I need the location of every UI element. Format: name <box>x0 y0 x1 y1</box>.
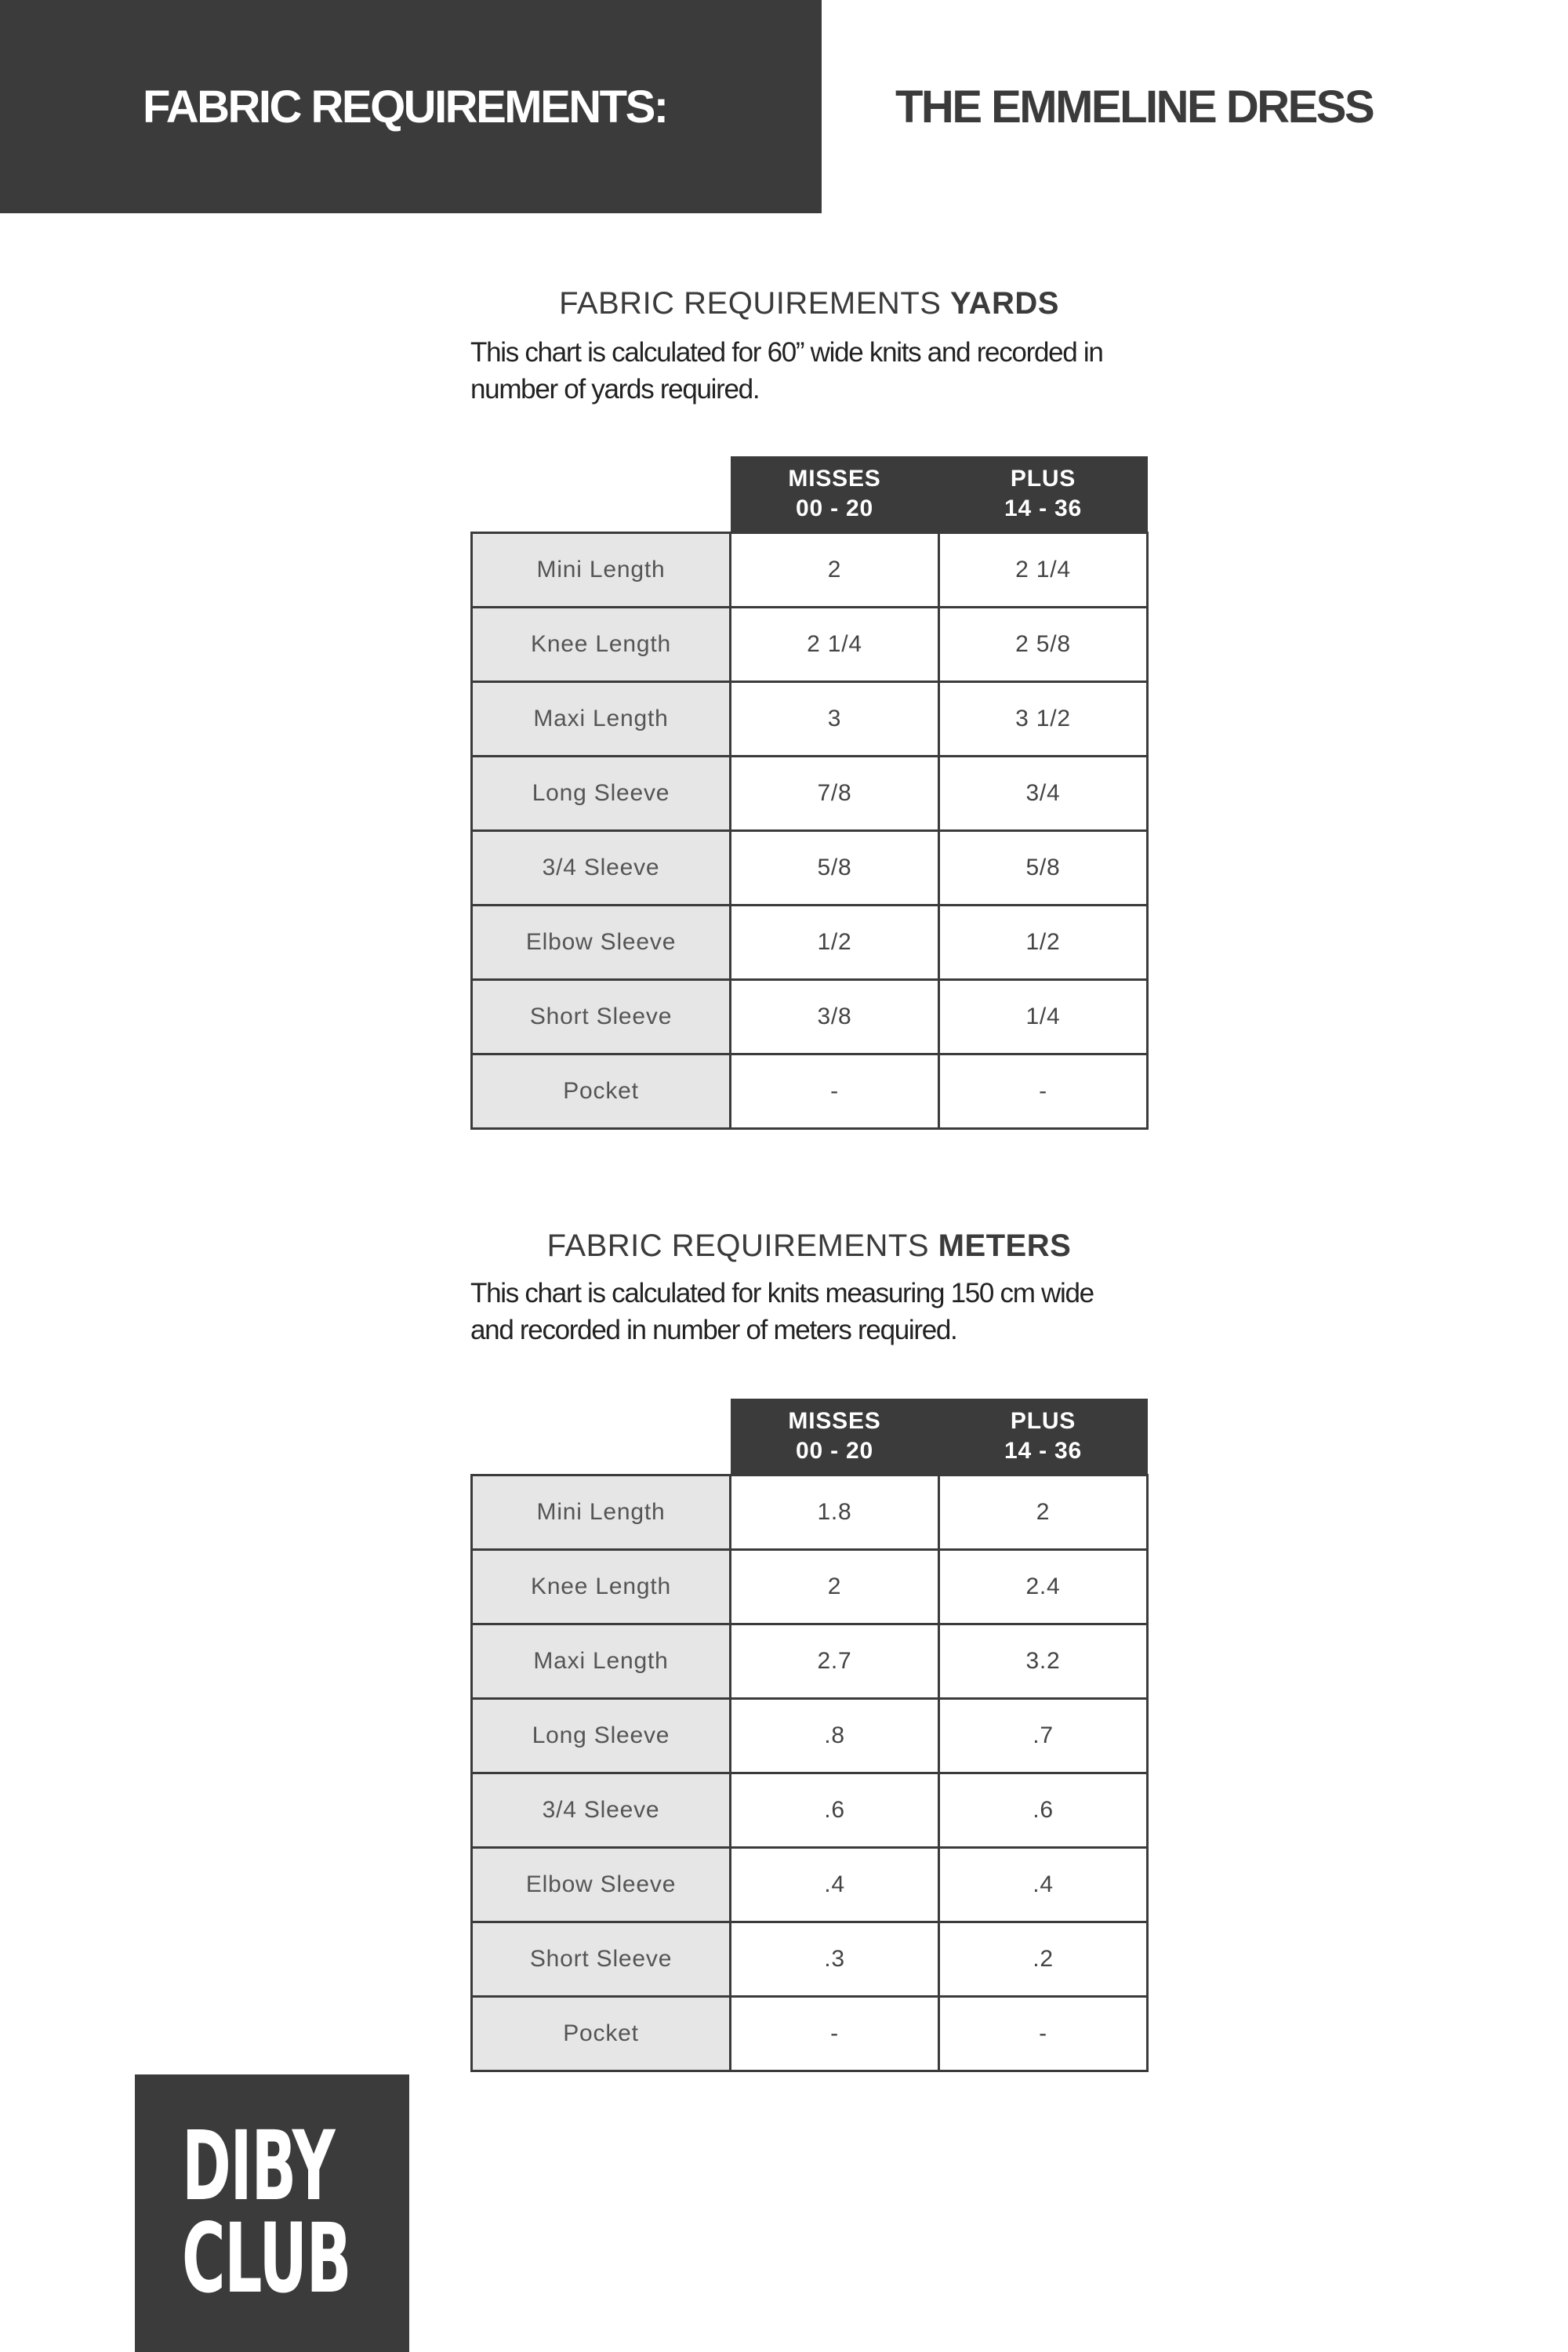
row-label: Knee Length <box>472 1550 731 1624</box>
row-label: Short Sleeve <box>472 980 731 1054</box>
misses-value: .6 <box>731 1773 939 1848</box>
row-label: 3/4 Sleeve <box>472 831 731 906</box>
column-name: MISSES <box>788 1408 881 1434</box>
row-label: Elbow Sleeve <box>472 1848 731 1922</box>
misses-value: 1/2 <box>731 906 939 980</box>
plus-value: .2 <box>939 1922 1148 1997</box>
yards-section-title <box>470 284 1148 323</box>
row-label: Mini Length <box>472 533 731 608</box>
table-row <box>472 831 1148 906</box>
meters-section-title <box>470 1226 1148 1265</box>
table-row <box>472 1475 1148 1550</box>
logo-line-1: DIBY <box>182 2111 335 2222</box>
misses-value: 3/8 <box>731 980 939 1054</box>
misses-value: 5/8 <box>731 831 939 906</box>
row-label: Long Sleeve <box>472 757 731 831</box>
diby-club-logo <box>135 2074 409 2352</box>
row-label: Long Sleeve <box>472 1699 731 1773</box>
misses-value: .3 <box>731 1922 939 1997</box>
table-row <box>472 1054 1148 1129</box>
yards-description-line: number of yards required. <box>470 374 760 405</box>
plus-value: 3/4 <box>939 757 1148 831</box>
column-name: MISSES <box>788 466 881 492</box>
column-range: 14 - 36 <box>1004 495 1082 521</box>
row-label: Pocket <box>472 1054 731 1129</box>
plus-value: 1/4 <box>939 980 1148 1054</box>
plus-column-header <box>939 456 1148 533</box>
table-row <box>472 1699 1148 1773</box>
table-row <box>472 533 1148 608</box>
logo-line-2: CLUB <box>182 2203 351 2314</box>
table-row <box>472 980 1148 1054</box>
column-name: PLUS <box>1010 466 1076 492</box>
meters-title-light: FABRIC REQUIREMENTS <box>546 1229 938 1263</box>
misses-value: .8 <box>731 1699 939 1773</box>
misses-column-header <box>731 456 939 533</box>
row-label: 3/4 Sleeve <box>472 1773 731 1848</box>
row-label: Mini Length <box>472 1475 731 1550</box>
meters-description-line: and recorded in number of meters required. <box>470 1315 957 1345</box>
misses-value: 7/8 <box>731 757 939 831</box>
plus-value: 3 1/2 <box>939 682 1148 757</box>
misses-value: 2 <box>731 533 939 608</box>
row-label: Knee Length <box>472 608 731 682</box>
table-row <box>472 1550 1148 1624</box>
meters-description <box>470 1275 1176 1348</box>
table-corner <box>472 1399 731 1475</box>
meters-description-line: This chart is calculated for knits measuring 150 cm wide <box>470 1278 1094 1308</box>
table-corner <box>472 456 731 533</box>
row-label: Pocket <box>472 1997 731 2071</box>
misses-value: 2.7 <box>731 1624 939 1699</box>
plus-column-header <box>939 1399 1148 1475</box>
column-range: 00 - 20 <box>796 495 873 521</box>
table-row <box>472 1773 1148 1848</box>
plus-value: .4 <box>939 1848 1148 1922</box>
plus-value: 1/2 <box>939 906 1148 980</box>
yards-description-line: This chart is calculated for 60” wide knits and recorded in <box>470 337 1103 368</box>
misses-value: 2 <box>731 1550 939 1624</box>
yards-title-bold: YARDS <box>950 286 1059 321</box>
column-range: 00 - 20 <box>796 1438 873 1464</box>
table-row <box>472 1624 1148 1699</box>
table-row <box>472 1848 1148 1922</box>
plus-value: 2 <box>939 1475 1148 1550</box>
yards-description <box>470 334 1176 408</box>
plus-value: .6 <box>939 1773 1148 1848</box>
plus-value: .7 <box>939 1699 1148 1773</box>
table-row <box>472 906 1148 980</box>
misses-column-header <box>731 1399 939 1475</box>
plus-value: 2 1/4 <box>939 533 1148 608</box>
row-label: Maxi Length <box>472 1624 731 1699</box>
plus-value: 2.4 <box>939 1550 1148 1624</box>
plus-value: - <box>939 1997 1148 2071</box>
table-row <box>472 757 1148 831</box>
header-right-title: THE EMMELINE DRESS <box>895 82 1374 132</box>
yards-table <box>470 456 1149 1130</box>
column-range: 14 - 36 <box>1004 1438 1082 1464</box>
row-label: Short Sleeve <box>472 1922 731 1997</box>
header-left-title: FABRIC REQUIREMENTS: <box>143 82 667 132</box>
misses-value: .4 <box>731 1848 939 1922</box>
misses-value: 1.8 <box>731 1475 939 1550</box>
plus-value: 2 5/8 <box>939 608 1148 682</box>
row-label: Maxi Length <box>472 682 731 757</box>
table-row <box>472 1997 1148 2071</box>
header-banner <box>0 0 822 213</box>
yards-title-light: FABRIC REQUIREMENTS <box>559 286 951 321</box>
plus-value: 5/8 <box>939 831 1148 906</box>
meters-title-bold: METERS <box>938 1229 1072 1263</box>
misses-value: 2 1/4 <box>731 608 939 682</box>
column-name: PLUS <box>1010 1408 1076 1434</box>
misses-value: - <box>731 1997 939 2071</box>
misses-value: - <box>731 1054 939 1129</box>
plus-value: 3.2 <box>939 1624 1148 1699</box>
meters-table <box>470 1399 1149 2072</box>
misses-value: 3 <box>731 682 939 757</box>
table-row <box>472 682 1148 757</box>
plus-value: - <box>939 1054 1148 1129</box>
table-row <box>472 1922 1148 1997</box>
row-label: Elbow Sleeve <box>472 906 731 980</box>
table-row <box>472 608 1148 682</box>
